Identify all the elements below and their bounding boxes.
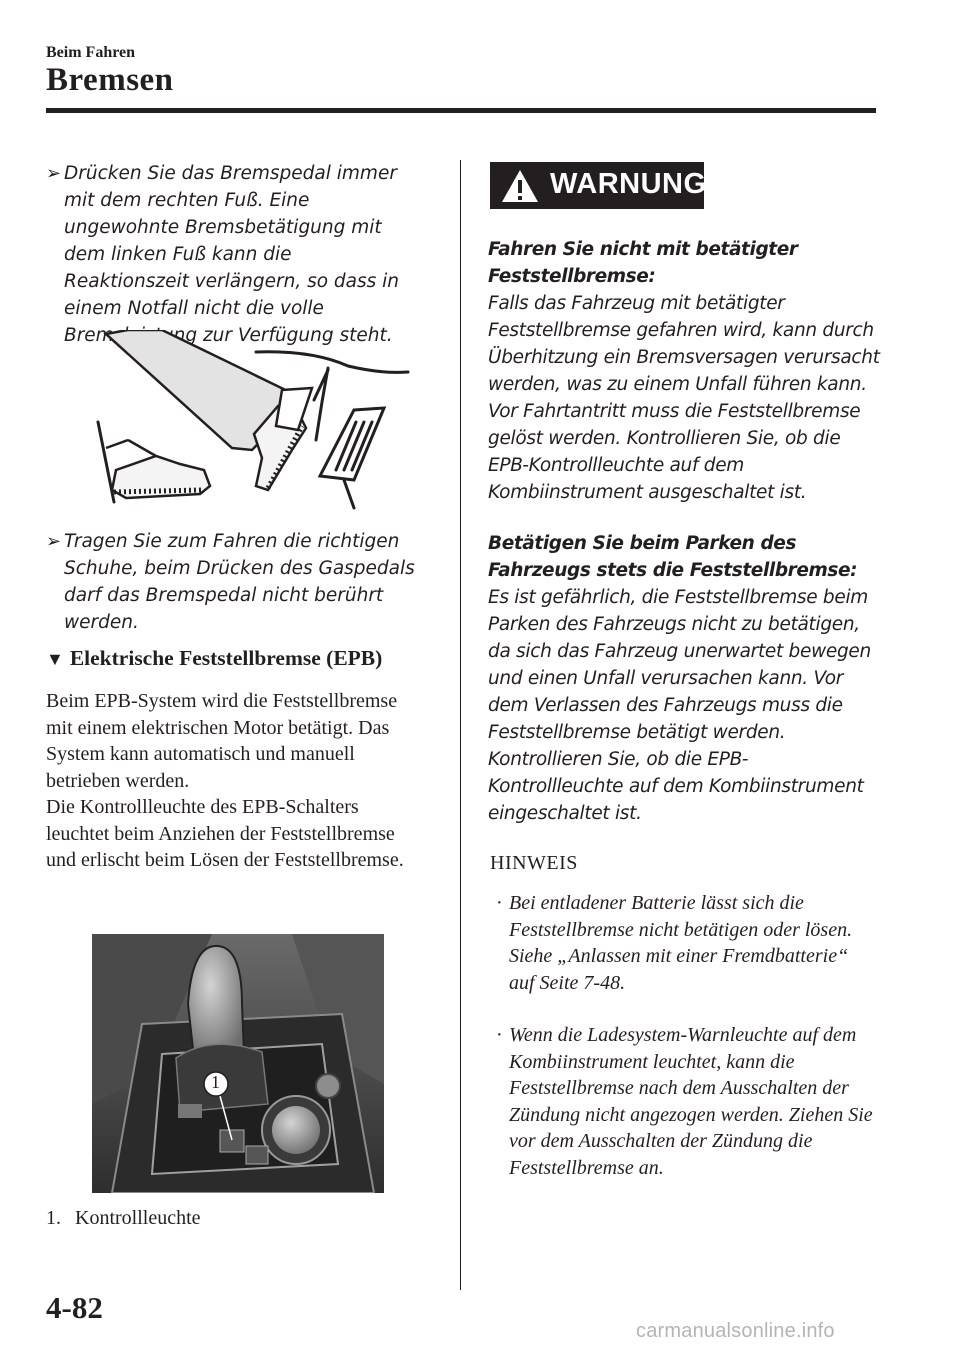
photo-caption: [46, 1207, 215, 1230]
column-divider: [460, 160, 461, 1290]
epb-paragraph: Die Kontrollleuchte des EPB-Schalters leuchtet beim Anziehen der Feststellbremse und erlischt beim Lösen der Feststellbremse.: [46, 796, 404, 871]
down-triangle-icon: ▼: [46, 649, 64, 669]
page-number: 4-82: [46, 1290, 103, 1325]
warning-item-parking: [488, 530, 883, 827]
arrowhead-bullet-icon: ➢: [46, 531, 62, 552]
warning-text: Es ist gefährlich, die Feststellbremse beim Parken des Fahrzeugs nicht zu betätigen, da sich das Fahrzeug unerwartet bewegen und einen Unfall verursachen kann. Vor dem Verlassen des Fahrzeugs muss die Feststellbremse betätigt werden. Kontrollieren Sie, ob die EPB-Kontrollleuchte auf dem Kombiinstrument eingeschaltet ist.: [488, 587, 871, 824]
warning-banner: [490, 162, 707, 209]
warning-title: Betätigen Sie beim Parken des Fahrzeugs stets die Feststellbremse:: [488, 533, 858, 581]
note-title: HINWEIS: [490, 852, 578, 874]
bullet-text: Tragen Sie zum Fahren die richtigen Schuhe, beim Drücken des Gaspedals darf das Bremspedal nicht berührt werden.: [64, 531, 415, 633]
epb-description: [46, 688, 426, 874]
arrowhead-bullet-icon: ➢: [46, 163, 62, 184]
warning-item-driving: [488, 236, 883, 506]
section-label: Beim Fahren: [46, 44, 136, 61]
note-text: Bei entladener Batterie lässt sich die Feststellbremse nicht betätigen oder lösen. Siehe „Anlassen mit einer Fremdbatterie“ auf Seite 7-48.: [509, 892, 853, 994]
caption-text: Kontrollleuchte: [75, 1207, 201, 1229]
photo-callout-number: 1: [211, 1072, 220, 1092]
note-item-charging: [496, 1022, 876, 1181]
note-item-battery: [496, 890, 876, 996]
warning-label: WARNUNG: [550, 168, 707, 200]
note-text: Wenn die Ladesystem-Warnleuchte auf dem Kombiinstrument leuchtet, kann die Feststellbremse nach dem Ausschalten der Zündung nicht angezogen werden. Ziehen Sie vor dem Ausschalten der Zündung die Feststellbremse an.: [509, 1024, 873, 1179]
bullet-item-right-foot: [46, 160, 422, 349]
warning-triangle-icon: [500, 168, 540, 204]
caption-number: 1.: [46, 1207, 61, 1229]
pedal-foot-illustration: [92, 330, 412, 510]
dot-bullet-icon: ·: [496, 892, 503, 914]
bullet-text: Drücken Sie das Bremspedal immer mit dem rechten Fuß. Eine ungewohnte Bremsbetätigung mit dem linken Fuß kann die Reaktionszeit verlängern, so dass in einem Notfall nicht die volle Bremsleistung zur Verfügung steht.: [64, 163, 400, 346]
section-heading: [46, 646, 382, 671]
warning-title: Fahren Sie nicht mit betätigter Feststellbremse:: [488, 239, 798, 287]
bullet-item-shoes: [46, 528, 422, 636]
section-heading-text: Elektrische Feststellbremse (EPB): [69, 646, 383, 670]
epb-console-photo: [92, 934, 384, 1193]
title-rule: [46, 108, 876, 113]
watermark: carmanualsonline.info: [636, 1320, 835, 1342]
page-title: Bremsen: [46, 62, 174, 98]
dot-bullet-icon: ·: [496, 1024, 503, 1046]
epb-paragraph: Beim EPB-System wird die Feststellbremse mit einem elektrischen Motor betätigt. Das System kann automatisch und manuell betrieben werden.: [46, 690, 398, 792]
warning-text: Falls das Fahrzeug mit betätigter Feststellbremse gefahren wird, kann durch Überhitzung ein Bremsversagen verursacht werden, was zu einem Unfall führen kann. Vor Fahrtantritt muss die Feststellbremse gelöst werden. Kontrollieren Sie, ob die EPB-Kontrollleuchte auf dem Kombiinstrument ausgeschaltet ist.: [488, 293, 880, 503]
